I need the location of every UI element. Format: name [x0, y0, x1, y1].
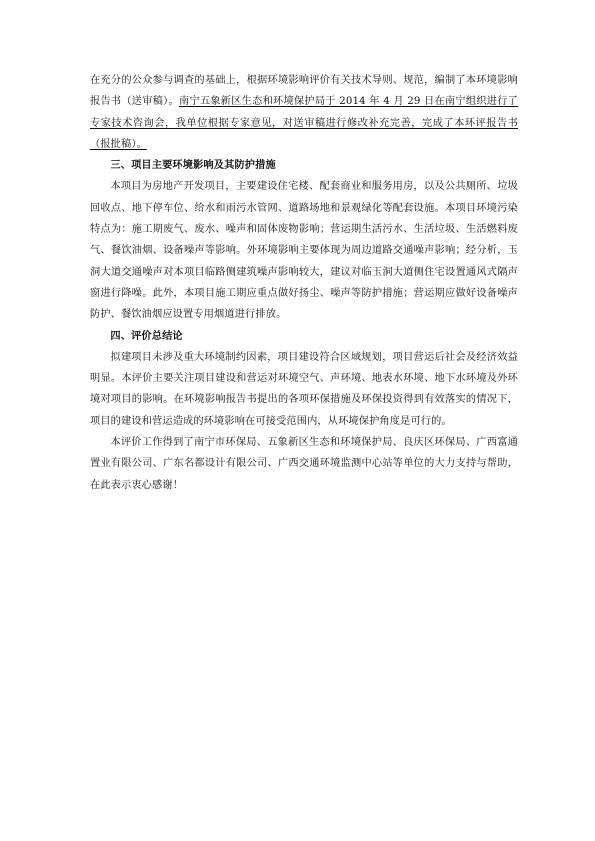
section-4-paragraph-1: 拟建项目未涉及重大环境制约因素，项目建设符合区域规划，项目营运后社会及经济效益明显。本评价主要关注项目建设和营运对环境空气、声环境、地表水环境、地下水环境及外环境对项目的影响。在环境影响报告书提出的各项环保措施及环保投资得到有效落实的情况下，项目的建设和营运造成的环境影响在可接受范围内，从环境保护角度是可行的。 [90, 351, 518, 427]
section-3-heading: 三、项目主要环境影响及其防护措施 [110, 160, 276, 172]
section-3-paragraph: 本项目为房地产开发项目，主要建设住宅楼、配套商业和服务用房，以及公共厕所、垃圾回收点、地下停车位、给水和雨污水管网、道路场地和景观绿化等配套设施。本项目环境污染特点为：施工期废气、废水、噪声和固体废物影响；营运期生活污水、生活垃圾、生活燃料废气、餐饮油烟、设备噪声等影响。外环境影响主要体现为周边道路交通噪声影响；经分析，玉洞大道交通噪声对本项目临路侧建筑噪声影响较大，建议对临玉洞大道侧住宅设置通风式隔声窗进行降噪。此外，本项目施工期应重点做好扬尘、噪声等防护措施；营运期应做好设备噪声防护、餐饮油烟应设置专用烟道进行排放。 [90, 181, 518, 321]
document-body [90, 70, 518, 496]
intro-text: 在充分的公众参与调查的基础上，根据环境影响评价有关技术导则、规范，编制了本环境影响报告书（送审稿）。 [90, 75, 518, 108]
section-4-paragraph-2: 本评价工作得到了南宁市环保局、五象新区生态和环境保护局、良庆区环保局、广西富通置业有限公司、广东名都设计有限公司、广西交通环境监测中心站等单位的大力支持与帮助，在此表示衷心感谢！ [90, 437, 518, 491]
intro-underlined-text: 南宁五象新区生态和环境保护局于 2014 年 4 月 29 日在南宁组织进行了专家技术咨询会，我单位根据专家意见，对送审稿进行修改补充完善，完成了本环评报告书（报批稿）。 [90, 96, 519, 150]
section-4-heading: 四、评价总结论 [110, 330, 183, 342]
intro-paragraph [90, 70, 518, 155]
